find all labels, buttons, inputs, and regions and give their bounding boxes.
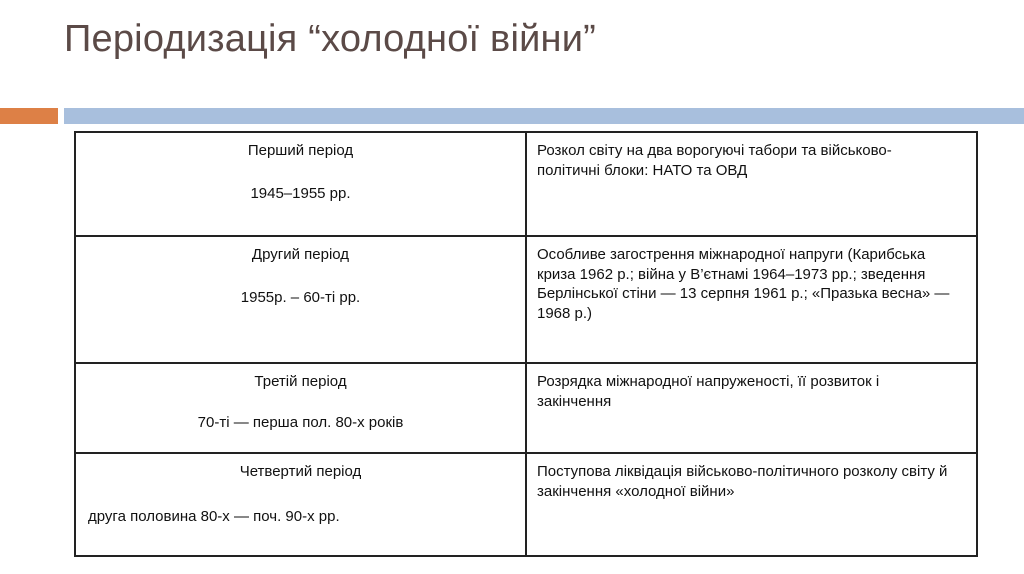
period-name: Другий період [251,246,350,263]
table-row [75,453,977,556]
table-row [75,363,977,453]
period-dates: друга половина 80-х — поч. 90-х рр. [88,508,340,525]
period-description: Розкол світу на два ворогуючі табори та військово-політичні блоки: НАТО та ОВД [526,132,977,236]
period-name: Перший період [247,142,354,159]
period-cell [75,453,526,556]
period-description: Особливе загострення міжнародної напруги (Карибська криза 1962 р.; війна у В’єтнамі 1964–1973 рр.; зведення Берлінської стіни — 13 серпня 1961 р.; «Празька весна» — 1968 р.) [526,236,977,363]
accent-bar [0,108,58,124]
period-dates: 1945–1955 рр. [250,185,351,202]
period-name: Четвертий період [239,463,362,480]
title-underline-bar [64,108,1024,124]
period-cell [75,236,526,363]
period-name: Третій період [254,373,347,390]
period-cell [75,363,526,453]
period-dates: 70-ті — перша пол. 80-х років [197,414,404,431]
period-cell [75,132,526,236]
period-description: Поступова ліквідація військово-політичного розколу світу й закінчення «холодної війни» [526,453,977,556]
period-dates: 1955р. – 60-ті рр. [240,289,361,306]
periodization-table [74,131,978,557]
table-row [75,236,977,363]
period-description: Розрядка міжнародної напруженості, її розвиток і закінчення [526,363,977,453]
slide-title: Періодизація “холодної війни” [64,18,596,60]
table-row [75,132,977,236]
